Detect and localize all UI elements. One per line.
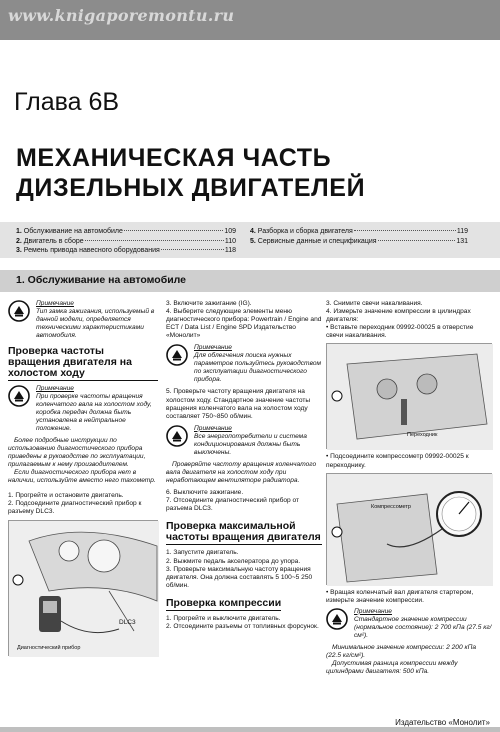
figure-label: Переходник	[407, 432, 438, 439]
paragraph: Проверяйте частоту вращения коленчатого вала двигателя на холостом ходу при неработающем вентиляторе радиатора.	[166, 460, 317, 485]
note-text: При проверке частоты вращения коленчатого вала на холостом ходу, коробка передач должна быть установлена в нейтральное положение.	[36, 393, 152, 432]
step: 4. Измерьте значение компрессии в цилиндрах двигателя:	[326, 308, 471, 324]
figure-diagnostic-tool	[8, 520, 158, 656]
figure-label: Компрессометр	[371, 503, 411, 510]
step: 3. Проверьте максимальную частоту вращения двигателя. Она должна составлять 5 100~5 250 об/мин.	[166, 565, 313, 589]
note-label: Примечание	[194, 424, 232, 432]
step: 1. Запустите двигатель.	[166, 549, 239, 557]
note	[166, 344, 322, 384]
paragraph: Более подробные инструкции по использованию диагностического прибора приведены в руководстве по эксплуатации, прилагаемым к нему производителем.	[8, 437, 146, 469]
note-text: Стандартное значение компрессии (нормальное состояние): 2 700 кПа (27.5 кг/см²).	[354, 615, 492, 639]
column-1	[8, 300, 158, 656]
note-icon	[166, 344, 188, 366]
step: 5. Проверьте частоту вращения двигателя на холостом ходу. Стандартное значение частоты вращения коленчатого вала на холостом ходу составляет 750~850 об/мин.	[166, 388, 311, 420]
note-icon	[8, 385, 30, 407]
step: 1. Прогрейте и остановите двигатель.	[8, 491, 124, 499]
note	[326, 608, 492, 640]
note-icon	[8, 300, 30, 322]
subheading-compression: Проверка компрессии	[166, 596, 282, 609]
paragraph: Допустимая разница компрессии между цилиндрами двигателя: 500 кПа.	[326, 660, 458, 676]
subheading-max: Проверка максимальной частоты вращения двигателя	[166, 520, 321, 544]
footer-bar	[0, 727, 500, 732]
bullet: • Подсоедините компрессометр 09992-00025 к переходнику.	[326, 453, 469, 469]
toc-left	[16, 227, 236, 256]
toc-item[interactable]: 1. Обслуживание на автомобиле 109	[16, 228, 236, 236]
dashboard-illustration	[9, 521, 159, 657]
figure-caption: Диагностический прибор	[17, 644, 81, 651]
note-text: Для облегчения поиска нужных параметров пользуйтесь руководством по эксплуатации диагностического прибора.	[194, 352, 322, 384]
toc-item[interactable]: 2. Двигатель в сборе 110	[16, 237, 236, 245]
toc-item[interactable]: 5. Сервисные данные и спецификация 131	[250, 237, 468, 245]
title-line-1: МЕХАНИЧЕСКАЯ ЧАСТЬ	[16, 144, 332, 172]
table-of-contents	[0, 222, 500, 258]
step: 6. Выключите зажигание.	[166, 489, 244, 497]
figure-compressometer	[326, 473, 492, 585]
paragraph: Минимальное значение компрессии: 2 200 кПа (22.5 кг/см²).	[326, 643, 477, 659]
subheading-idle: Проверка частоты вращения двигателя на холостом ходу	[8, 346, 158, 381]
note	[8, 300, 158, 340]
step: 7. Отсоедините диагностический прибор от разъема DLC3.	[166, 497, 300, 513]
bullet: • Вставьте переходник 09992-00025 в отверстие свечи накаливания.	[326, 324, 474, 340]
bullet: • Вращая коленчатый вал двигателя стартером, измерьте значение компрессии.	[326, 588, 474, 604]
compressometer-illustration	[327, 474, 493, 586]
note-text: Тип замка зажигания, используемый в данной модели, определяется техническими характеристиками автомобиля.	[36, 308, 155, 339]
note-text: Все энергопотребители и система кондиционирования должны быть выключены.	[194, 432, 307, 456]
column-2	[166, 300, 322, 631]
header-bar	[0, 0, 500, 40]
note-label: Примечание	[36, 300, 74, 307]
note-label: Примечание	[354, 607, 392, 615]
note-label: Примечание	[36, 385, 74, 392]
dlc3-label: DLC3	[119, 618, 136, 626]
step: 4. Выберите следующие элементы меню диагностического прибора: Powertrain / Engine and ECT / Data List / Engine SPD Издательство «Монолит»	[166, 308, 322, 340]
section-heading	[0, 270, 500, 292]
page-title	[16, 143, 365, 203]
note	[8, 385, 158, 433]
footer	[0, 714, 500, 732]
step: 2. Подсоедините диагностический прибор к разъему DLC3.	[8, 499, 142, 515]
step: 3. Включите зажигание (IG).	[166, 300, 252, 307]
toc-item[interactable]: 3. Ремень привода навесного оборудования 118	[16, 247, 236, 255]
note-icon	[326, 608, 348, 630]
watermark: www.knigaporemontu.ru	[8, 6, 235, 25]
note-icon	[166, 425, 188, 447]
title-line-2: ДИЗЕЛЬНЫХ ДВИГАТЕЛЕЙ	[16, 174, 366, 202]
figure-adapter	[326, 343, 492, 449]
paragraph: Если диагностического прибора нет в наличии, используйте вместо него тахометр.	[8, 469, 156, 485]
note-label: Примечание	[194, 344, 232, 352]
section-heading-text: 1. Обслуживание на автомобиле	[16, 274, 187, 286]
step: 2. Выжмите педаль акселератора до упора.	[166, 557, 301, 565]
step: 2. Отсоедините разъемы от топливных форсунок.	[166, 622, 319, 630]
step: 3. Снимите свечи накаливания.	[326, 300, 423, 307]
column-3	[326, 300, 492, 676]
toc-item[interactable]: 4. Разборка и сборка двигателя 119	[250, 228, 468, 236]
toc-right	[250, 227, 468, 246]
chapter-title: Глава 6В	[14, 88, 120, 116]
note	[166, 425, 322, 457]
step: 1. Прогрейте и выключите двигатель.	[166, 614, 281, 622]
publisher: Издательство «Монолит»	[395, 718, 490, 727]
